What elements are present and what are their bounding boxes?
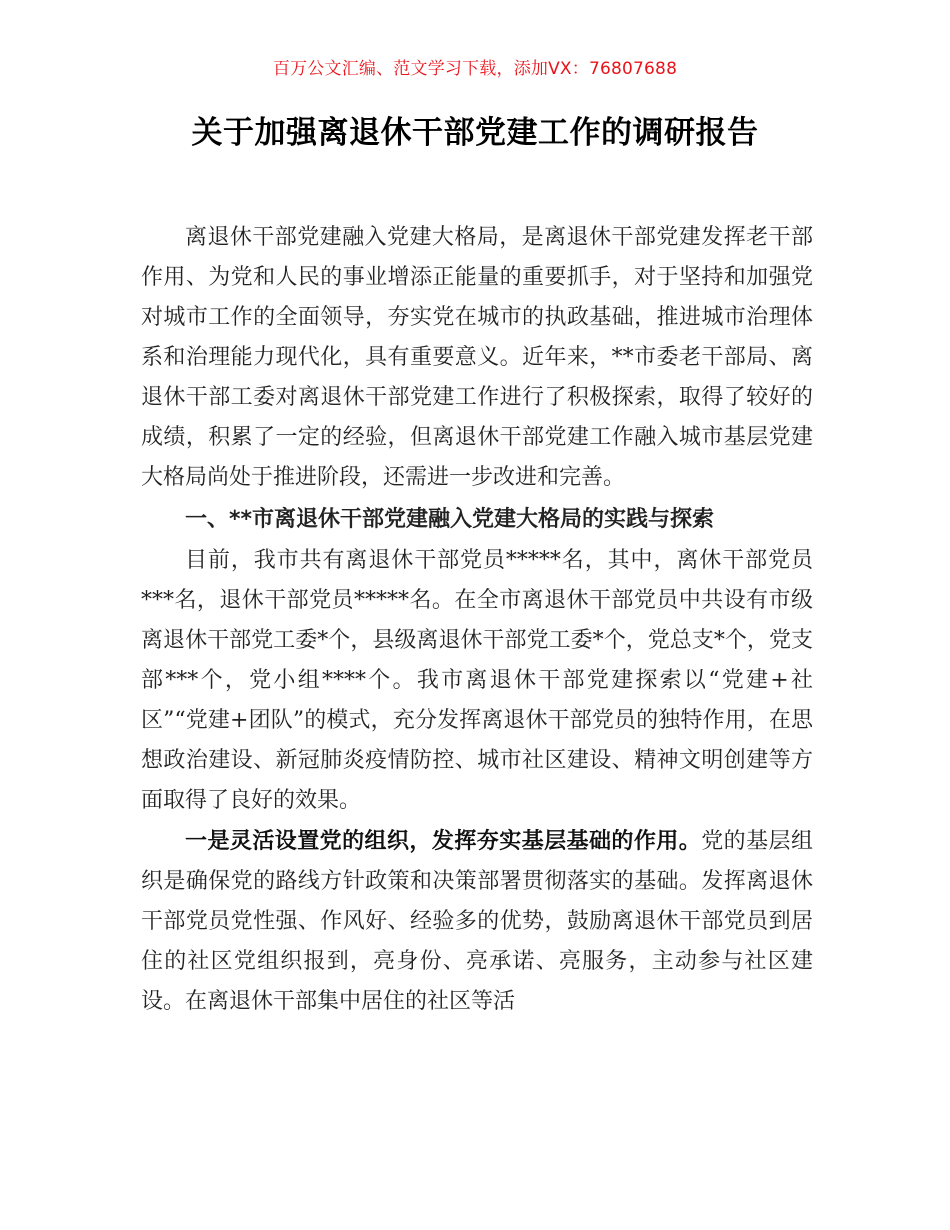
intro-paragraph: 离退休干部党建融入党建大格局，是离退休干部党建发挥老干部作用、为党和人民的事业增添正能量的重要抓手，对于坚持和加强党对城市工作的全面领导，夯实党在城市的执政基础，推进城市治理体系和治理能力现代化，具有重要意义。近年来，**市委老干部局、离退休干部工委对离退休干部党建工作进行了积极探索，取得了较好的成绩，积累了一定的经验，但离退休干部党建工作融入城市基层党建大格局尚处于推进阶段，还需进一步改进和完善。: [141, 225, 813, 490]
document-body: [141, 218, 813, 1022]
document-title: 关于加强离退休干部党建工作的调研报告: [191, 115, 759, 151]
watermark-text: 百万公文汇编、范文学习下载，添加VX：76807688: [272, 59, 678, 79]
section-heading-1: 一、**市离退休干部党建融入党建大格局的实践与探索: [185, 507, 715, 532]
paragraph-lead-bold: 一是灵活设置党的组织，发挥夯实基层基础的作用。: [185, 829, 702, 854]
body-paragraph-3: [141, 822, 813, 1022]
paragraph-rest: 党的基层组织是确保党的路线方针政策和决策部署贯彻落实的基础。发挥离退休干部党员党性强、作风好、经验多的优势，鼓励离退休干部党员到居住的社区党组织报到，亮身份、亮承诺、亮服务，主动参与社区建设。在离退休干部集中居住的社区等活: [141, 829, 813, 1014]
body-paragraph-2: 目前，我市共有离退休干部党员*****名，其中，离休干部党员***名，退休干部党员*****名。在全市离退休干部党员中共设有市级离退休干部党工委*个，县级离退休干部党工委*个，党总支*个，党支部***个，党小组****个。我市离退休干部党建探索以“党建+社区”“党建+团队”的模式，充分发挥离退休干部党员的独特作用，在思想政治建设、新冠肺炎疫情防控、城市社区建设、精神文明创建等方面取得了良好的效果。: [141, 548, 813, 813]
